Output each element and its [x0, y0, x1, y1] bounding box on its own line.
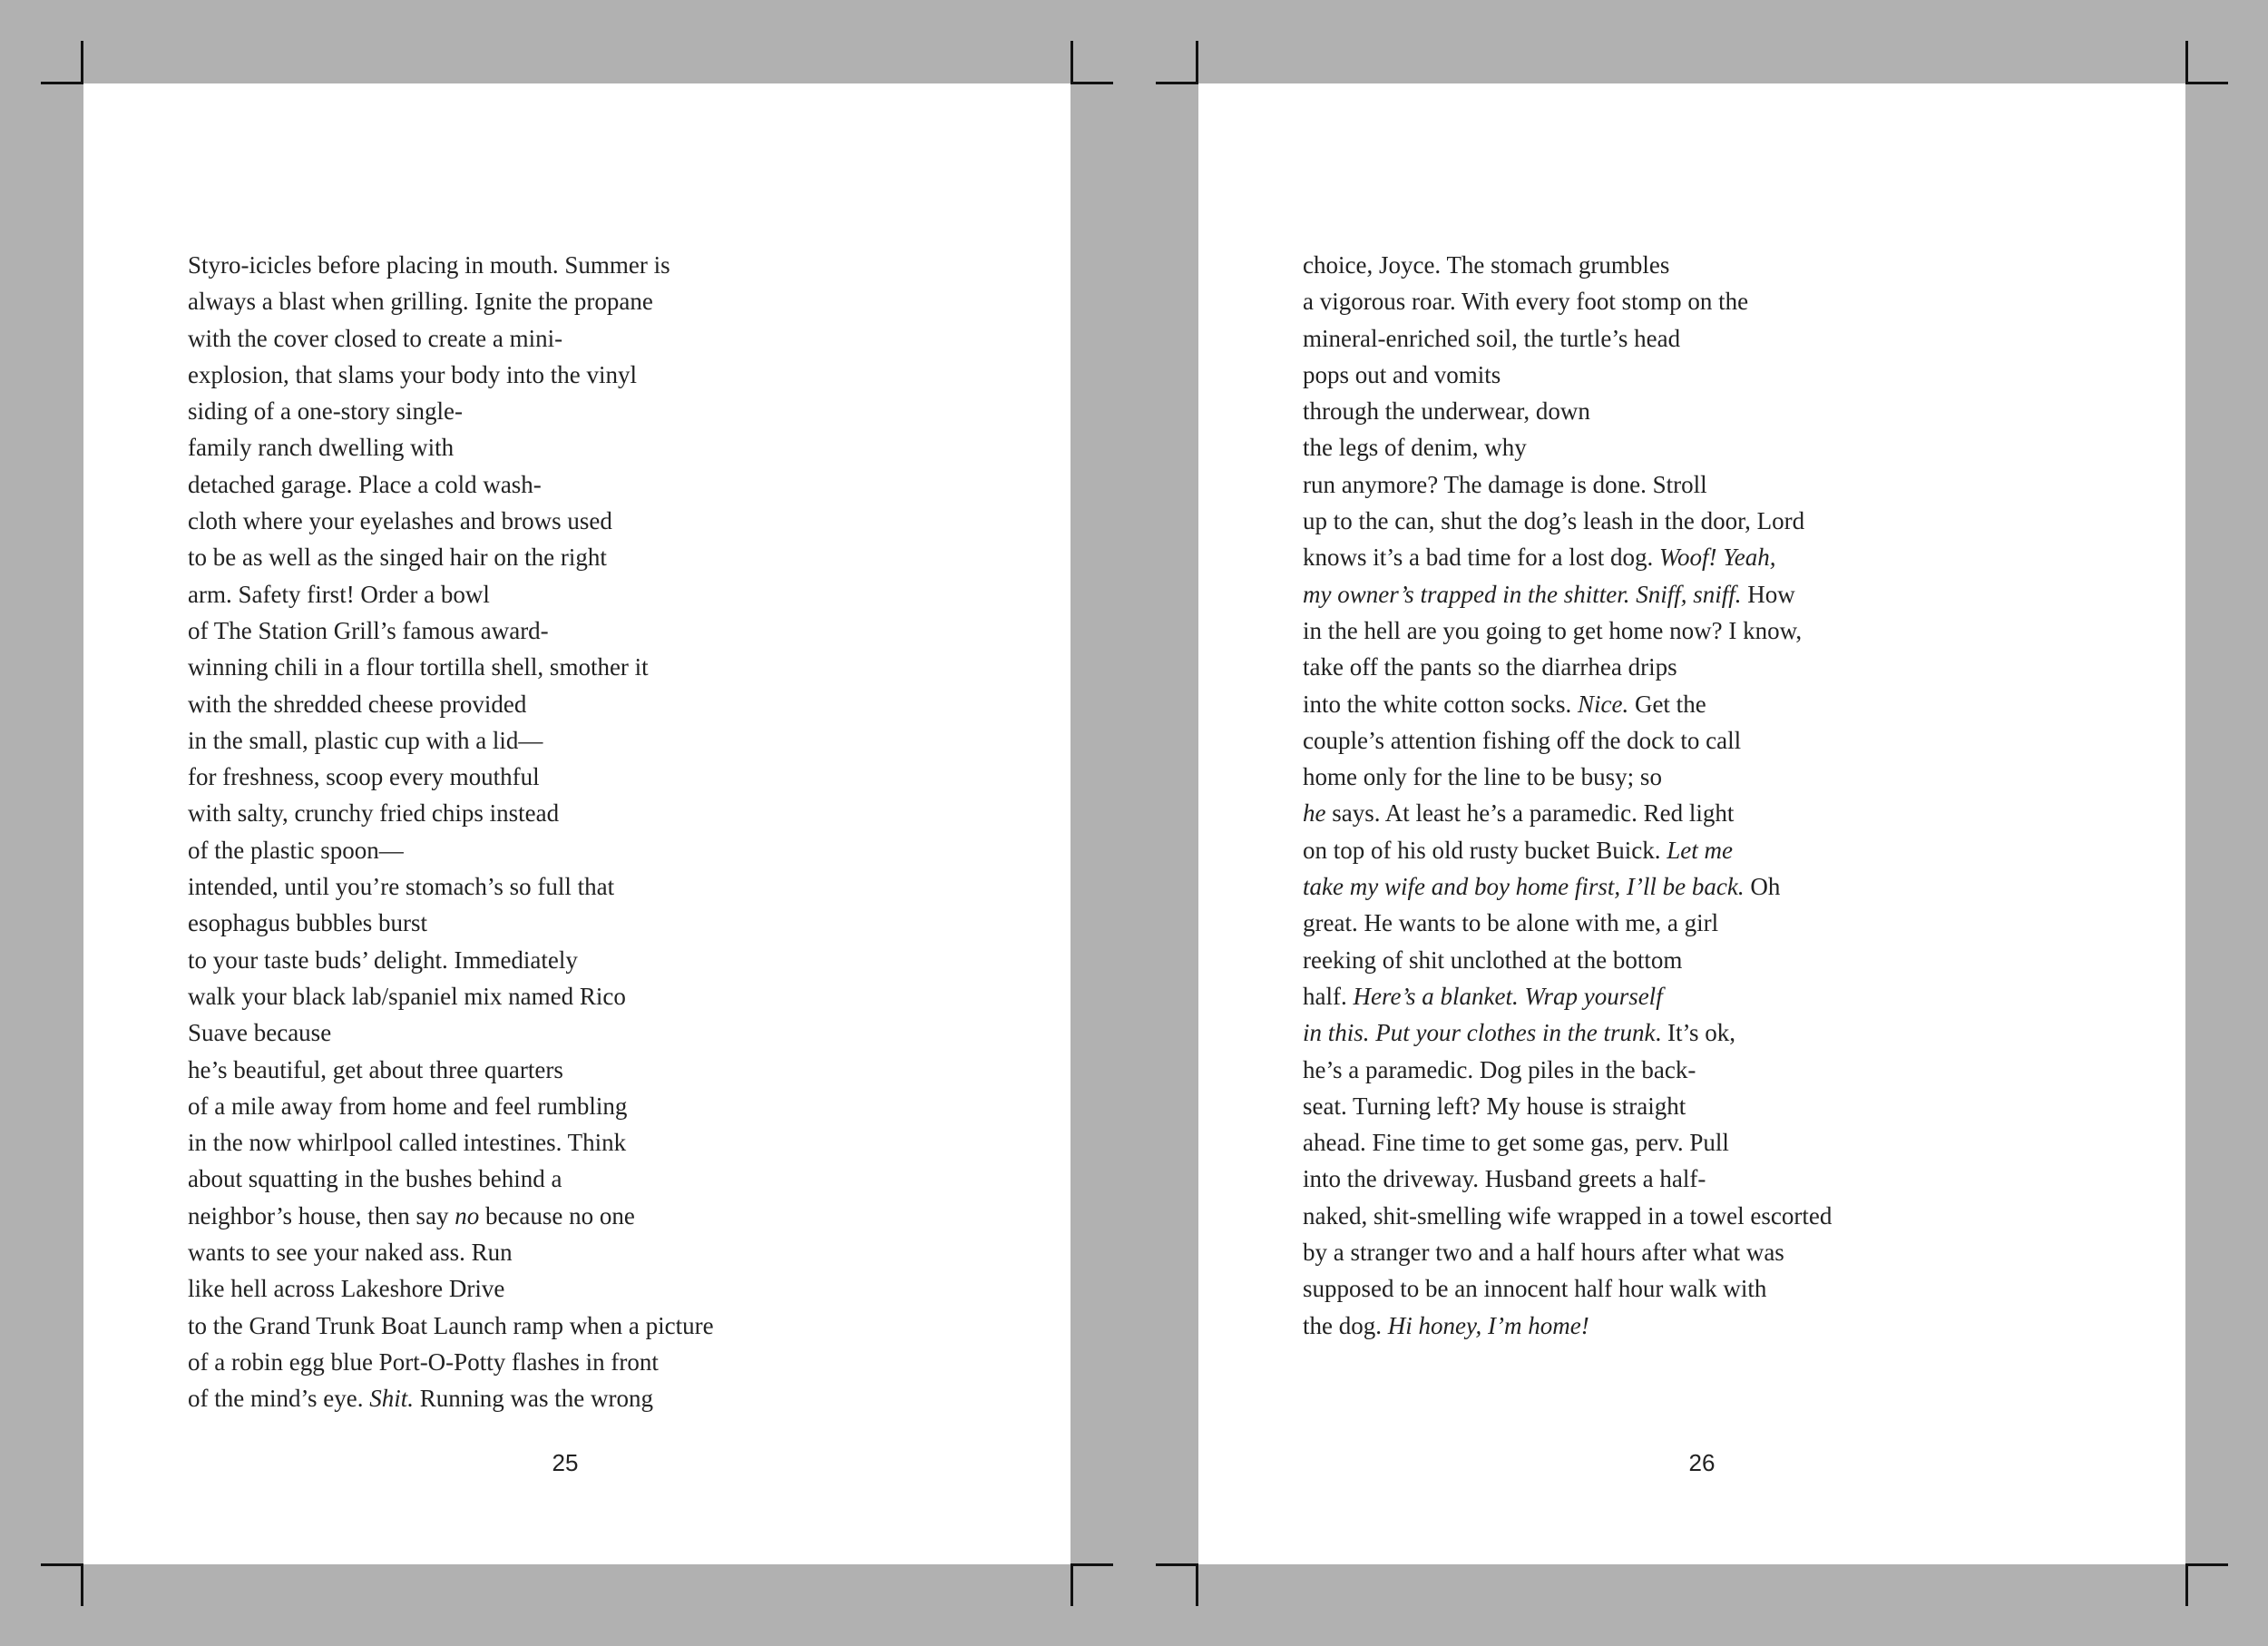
italic-text: Let me — [1667, 836, 1733, 864]
line-text: into the driveway. Husband greets a half- — [1303, 1165, 1706, 1193]
line-text: says. At least he’s a paramedic. Red light — [1325, 799, 1735, 828]
text-line — [1303, 1014, 1832, 1051]
text-line — [1303, 1234, 1832, 1270]
text-line — [1303, 978, 1832, 1014]
text-line — [188, 832, 714, 868]
text-line — [188, 1161, 714, 1197]
text-line — [1303, 612, 1832, 649]
line-text: intended, until you’re stomach’s so full that — [188, 873, 615, 901]
line-text: into the white cotton socks. — [1303, 690, 1578, 718]
line-text: to be as well as the singed hair on the right — [188, 544, 607, 572]
text-line — [1303, 722, 1832, 759]
line-text: winning chili in a flour tortilla shell, smother it — [188, 653, 649, 681]
line-text: Suave because — [188, 1019, 332, 1047]
line-text: seat. Turning left? My house is straight — [1303, 1092, 1686, 1120]
text-line — [1303, 1198, 1832, 1234]
text-line — [1303, 1161, 1832, 1197]
line-text: a vigorous roar. With every foot stomp on the — [1303, 288, 1749, 316]
line-text: to the Grand Trunk Boat Launch ramp when a picture — [188, 1311, 714, 1339]
line-text: choice, Joyce. The stomach grumbles — [1303, 251, 1670, 279]
line-text: . It’s ok, — [1655, 1019, 1735, 1047]
text-line — [1303, 576, 1832, 612]
text-line — [1303, 686, 1832, 722]
line-text: about squatting in the bushes behind a — [188, 1165, 562, 1193]
text-line — [188, 868, 714, 905]
text-line — [1303, 759, 1832, 795]
line-text: for freshness, scoop every mouthful — [188, 763, 540, 791]
text-line — [188, 1380, 714, 1416]
line-text: great. He wants to be alone with me, a girl — [1303, 909, 1719, 937]
text-line — [188, 942, 714, 978]
line-text: he’s a paramedic. Dog piles in the back- — [1303, 1055, 1696, 1083]
text-line — [188, 503, 714, 539]
text-line — [188, 283, 714, 319]
line-text: arm. Safety first! Order a bowl — [188, 580, 490, 608]
italic-text: Woof! Yeah, — [1658, 544, 1776, 572]
text-line — [188, 539, 714, 575]
italic-text: in this. Put your clothes in the trunk — [1303, 1019, 1656, 1047]
line-text: Styro-icicles before placing in mouth. Summer is — [188, 251, 670, 279]
line-text: always a blast when grilling. Ignite the propane — [188, 288, 653, 316]
line-text: esophagus bubbles burst — [188, 909, 427, 937]
line-text: in the now whirlpool called intestines. Think — [188, 1129, 627, 1157]
line-text: reeking of shit unclothed at the bottom — [1303, 945, 1683, 974]
italic-text: take my wife and boy home first, I’ll be back. — [1303, 873, 1745, 901]
text-line — [188, 393, 714, 429]
text-line — [1303, 1052, 1832, 1088]
text-line — [188, 1198, 714, 1234]
line-text: because no one — [479, 1201, 635, 1230]
text-line — [1303, 942, 1832, 978]
line-text: with salty, crunchy fried chips instead — [188, 799, 560, 828]
line-text: Get the — [1628, 690, 1706, 718]
italic-text: my owner’s trapped in the shitter. Sniff, sniff. — [1303, 580, 1742, 608]
right-page — [1198, 83, 2185, 1564]
text-line — [1303, 283, 1832, 319]
text-line — [1303, 320, 1832, 357]
text-line — [1303, 868, 1832, 905]
text-line — [188, 1088, 714, 1124]
line-text: of The Station Grill’s famous award- — [188, 616, 549, 644]
line-text: with the shredded cheese provided — [188, 690, 527, 718]
line-text: of the plastic spoon— — [188, 836, 404, 864]
text-line — [188, 429, 714, 465]
text-line — [188, 1234, 714, 1270]
italic-text: Shit. — [369, 1385, 414, 1413]
text-line — [188, 905, 714, 941]
text-line — [188, 1344, 714, 1380]
text-line — [188, 576, 714, 612]
line-text: with the cover closed to create a mini- — [188, 324, 563, 352]
line-text: family ranch dwelling with — [188, 434, 455, 462]
italic-text: Nice. — [1577, 690, 1629, 718]
text-line — [1303, 1124, 1832, 1161]
italic-text: Here’s a blanket. Wrap yourself — [1353, 982, 1663, 1010]
text-line — [188, 612, 714, 649]
text-line — [1303, 905, 1832, 941]
italic-text: he — [1303, 799, 1326, 828]
line-text: take off the pants so the diarrhea drips — [1303, 653, 1677, 681]
line-text: like hell across Lakeshore Drive — [188, 1275, 505, 1303]
text-line — [188, 466, 714, 503]
line-text: in the small, plastic cup with a lid— — [188, 726, 543, 754]
text-line — [188, 1124, 714, 1161]
text-line — [188, 686, 714, 722]
line-text: siding of a one-story single- — [188, 397, 463, 426]
text-line — [1303, 539, 1832, 575]
line-text: home only for the line to be busy; so — [1303, 763, 1662, 791]
right-page-text — [1303, 247, 1832, 1344]
line-text: Running was the wrong — [413, 1385, 653, 1413]
line-text: naked, shit-smelling wife wrapped in a towel escorted — [1303, 1201, 1833, 1230]
text-line — [1303, 1308, 1832, 1344]
text-line — [1303, 247, 1832, 283]
line-text: supposed to be an innocent half hour walk with — [1303, 1275, 1767, 1303]
text-line — [188, 357, 714, 393]
line-text: How — [1741, 580, 1795, 608]
left-page-text — [188, 247, 714, 1417]
line-text: knows it’s a bad time for a lost dog. — [1303, 544, 1659, 572]
text-line — [188, 320, 714, 357]
page-number-left: 25 — [552, 1449, 579, 1476]
line-text: in the hell are you going to get home now? I know, — [1303, 616, 1803, 644]
line-text: to your taste buds’ delight. Immediately — [188, 945, 578, 974]
line-text: Oh — [1744, 873, 1781, 901]
line-text: explosion, that slams your body into the vinyl — [188, 360, 637, 388]
line-text: by a stranger two and a half hours after what was — [1303, 1239, 1784, 1267]
page-number-right: 26 — [1688, 1449, 1716, 1476]
text-line — [188, 247, 714, 283]
line-text: of the mind’s eye. — [188, 1385, 370, 1413]
line-text: detached garage. Place a cold wash- — [188, 470, 542, 498]
line-text: mineral-enriched soil, the turtle’s head — [1303, 324, 1681, 352]
line-text: the dog. — [1303, 1311, 1388, 1339]
italic-text: no — [455, 1201, 480, 1230]
text-line — [1303, 832, 1832, 868]
line-text: he’s beautiful, get about three quarters — [188, 1055, 563, 1083]
text-line — [1303, 1088, 1832, 1124]
text-line — [188, 1014, 714, 1051]
line-text: run anymore? The damage is done. Stroll — [1303, 470, 1707, 498]
text-line — [188, 1270, 714, 1307]
line-text: on top of his old rusty bucket Buick. — [1303, 836, 1667, 864]
italic-text: Hi honey, I’m home! — [1387, 1311, 1589, 1339]
text-line — [1303, 795, 1832, 831]
line-text: through the underwear, down — [1303, 397, 1590, 426]
text-line — [1303, 357, 1832, 393]
line-text: of a robin egg blue Port-O-Potty flashes in front — [188, 1347, 659, 1376]
text-line — [1303, 429, 1832, 465]
text-line — [188, 978, 714, 1014]
text-line — [1303, 393, 1832, 429]
line-text: the legs of denim, why — [1303, 434, 1527, 462]
text-line — [1303, 466, 1832, 503]
line-text: couple’s attention fishing off the dock to call — [1303, 726, 1742, 754]
line-text: walk your black lab/spaniel mix named Rico — [188, 982, 626, 1010]
line-text: of a mile away from home and feel rumbling — [188, 1092, 628, 1120]
text-line — [1303, 503, 1832, 539]
text-line — [188, 759, 714, 795]
left-page — [83, 83, 1070, 1564]
text-line — [1303, 1270, 1832, 1307]
line-text: half. — [1303, 982, 1354, 1010]
text-line — [188, 795, 714, 831]
text-line — [1303, 649, 1832, 685]
line-text: wants to see your naked ass. Run — [188, 1239, 513, 1267]
line-text: cloth where your eyelashes and brows used — [188, 507, 612, 535]
line-text: pops out and vomits — [1303, 360, 1501, 388]
text-line — [188, 1308, 714, 1344]
text-line — [188, 649, 714, 685]
line-text: up to the can, shut the dog’s leash in the door, Lord — [1303, 507, 1805, 535]
text-line — [188, 722, 714, 759]
line-text: neighbor’s house, then say — [188, 1201, 455, 1230]
text-line — [188, 1052, 714, 1088]
line-text: ahead. Fine time to get some gas, perv. Pull — [1303, 1129, 1729, 1157]
